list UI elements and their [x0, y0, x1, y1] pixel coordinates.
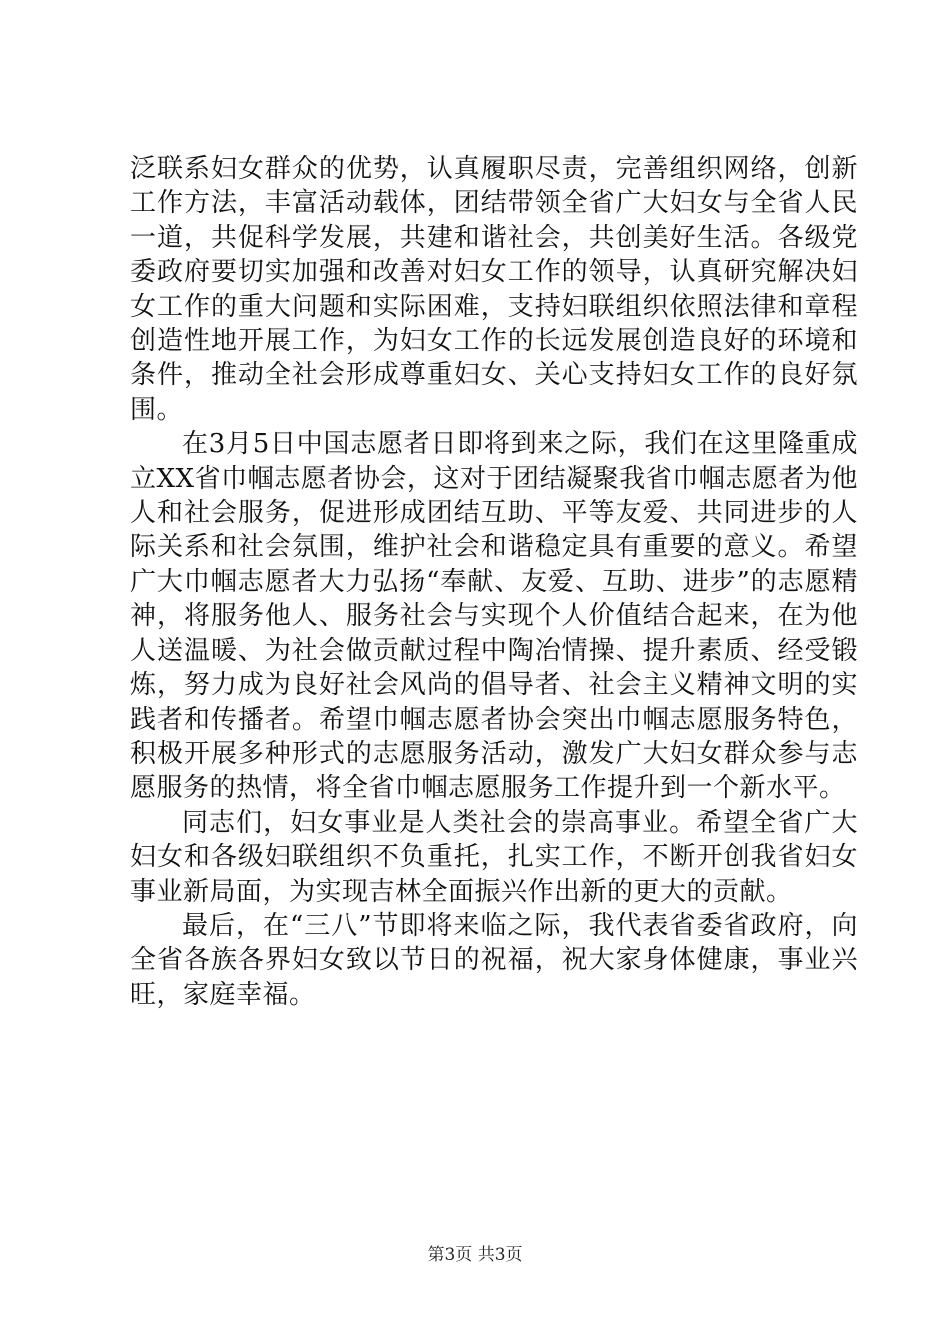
paragraph-continued: 泛联系妇女群众的优势，认真履职尽责，完善组织网络，创新工作方法，丰富活动载体，团结带领全省广大妇女与全省人民一道，共促科学发展，共建和谐社会，共创美好生活。各级党委政府要切实加强和改善对妇女工作的领导，认真研究解决妇女工作的重大问题和实际困难，支持妇联组织依照法律和章程创造性地开展工作，为妇女工作的长远发展创造良好的环境和条件，推动全社会形成尊重妇女、关心支持妇女工作的良好氛围。 — [130, 154, 858, 425]
paragraph-closing-wishes: 最后，在“三八”节即将来临之际，我代表省委省政府，向全省各族各界妇女致以节日的祝福，祝大家身体健康，事业兴旺，家庭幸福。 — [130, 910, 858, 1010]
paragraph-comrades: 同志们，妇女事业是人类社会的崇高事业。希望全省广大妇女和各级妇联组织不负重托，扎实工作，不断开创我省妇女事业新局面，为实现吉林全面振兴作出新的更大的贡献。 — [130, 807, 858, 907]
page-number-footer: 第3页 共3页 — [427, 1245, 523, 1265]
document-body — [130, 152, 858, 1012]
paragraph-volunteer-association: 在3月5日中国志愿者日即将到来之际，我们在这里隆重成立XX省巾帼志愿者协会，这对于团结凝聚我省巾帼志愿者为他人和社会服务，促进形成团结互助、平等友爱、共同进步的人际关系和社会氛围，维护社会和谐稳定具有重要的意义。希望广大巾帼志愿者大力弘扬“奉献、友爱、互助、进步”的志愿精神，将服务他人、服务社会与实现个人价值结合起来，在为他人送温暖、为社会做贡献过程中陶冶情操、提升素质、经受锻炼，努力成为良好社会风尚的倡导者、社会主义精神文明的实践者和传播者。希望巾帼志愿者协会突出巾帼志愿服务特色，积极开展多种形式的志愿服务活动，激发广大妇女群众参与志愿服务的热情，将全省巾帼志愿服务工作提升到一个新水平。 — [130, 429, 858, 804]
